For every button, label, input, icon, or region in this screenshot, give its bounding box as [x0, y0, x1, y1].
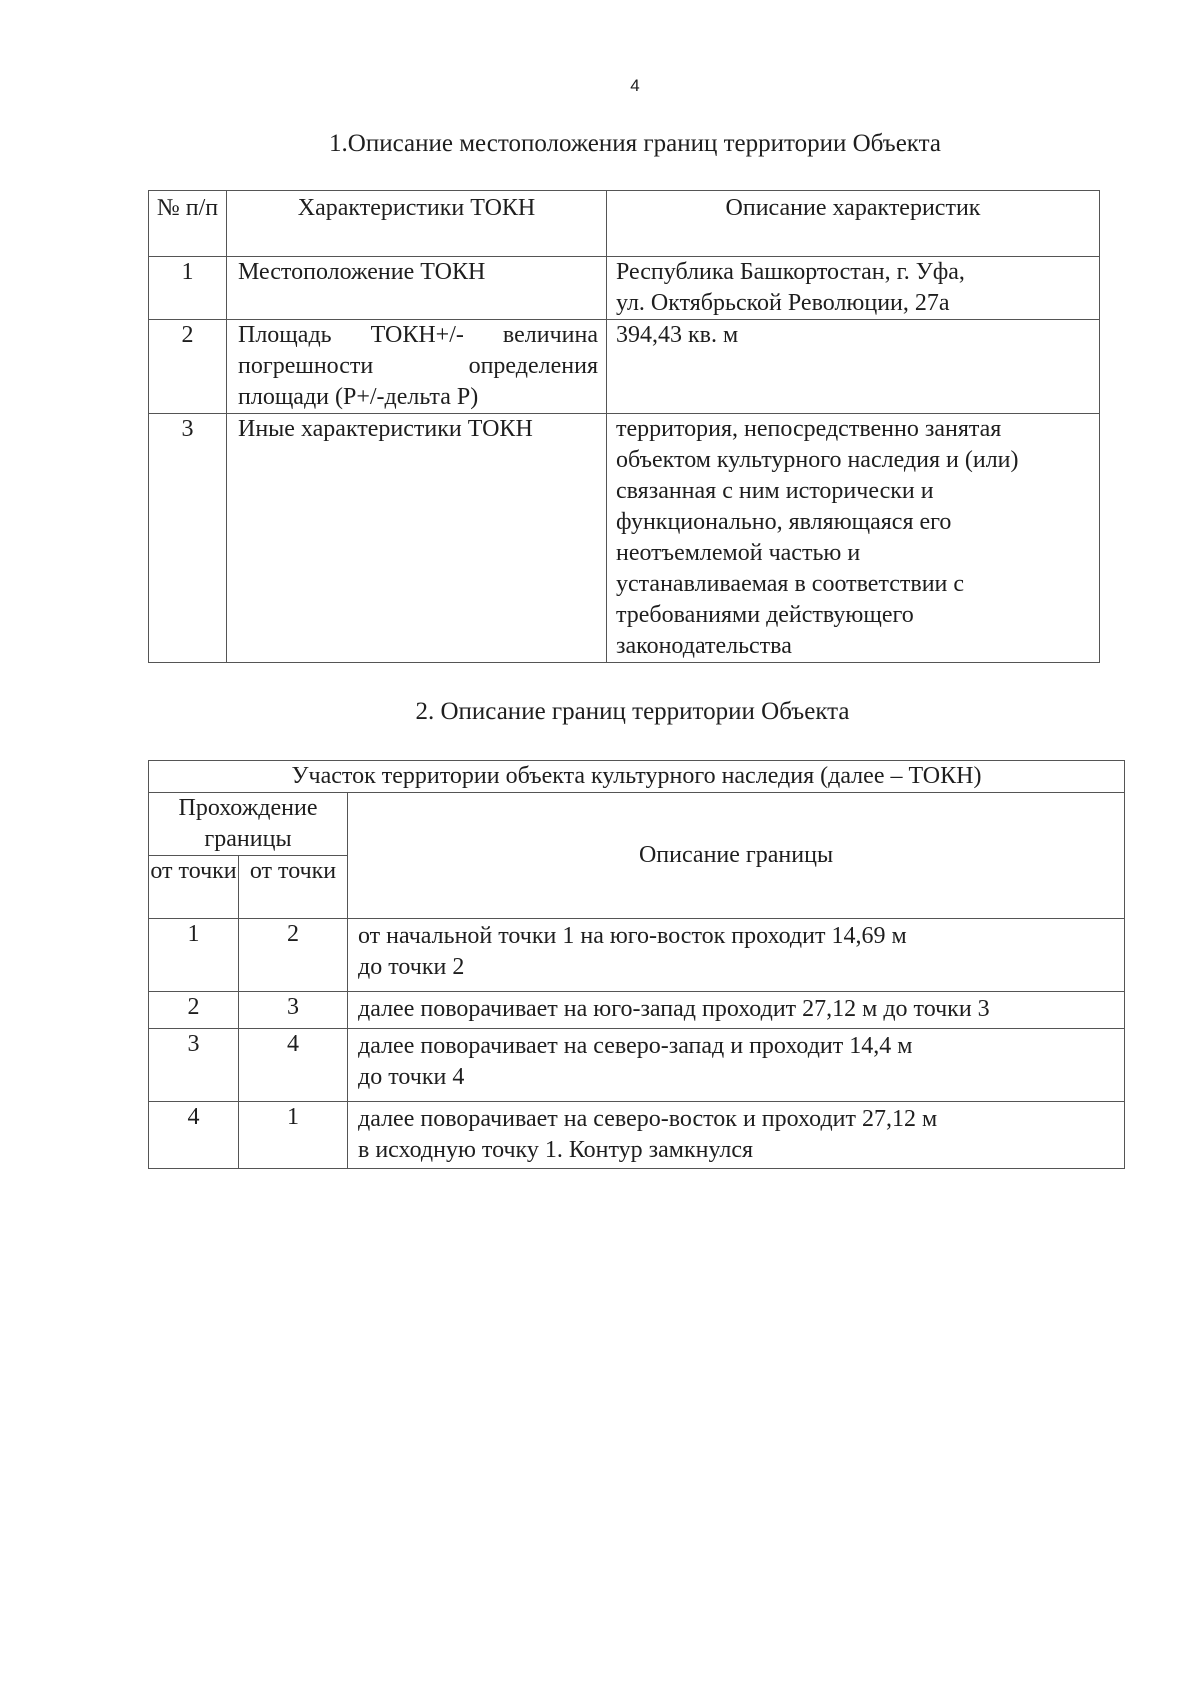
table-row: [149, 992, 1125, 1029]
table-row: [149, 1029, 1125, 1102]
column-header-passage: Прохождение границы: [149, 793, 348, 856]
boundary-table-title: Участок территории объекта культурного наследия (далее – ТОКН): [149, 761, 1125, 793]
description-line: требованиями действующего: [616, 602, 914, 628]
description-line: неотъемлемой частью и: [616, 540, 861, 566]
table-row: [149, 414, 1100, 663]
characteristic-cell: Местоположение ТОКН: [227, 257, 607, 320]
boundary-description-cell: [348, 919, 1125, 992]
table-row: [149, 1102, 1125, 1169]
column-header-from-point: от точки: [149, 856, 239, 919]
description-line: территория, непосредственно занятая: [616, 416, 1002, 442]
table-row: [149, 320, 1100, 414]
description-line: связанная с ним исторически и: [616, 478, 934, 504]
description-line: законодательства: [616, 633, 792, 659]
from-point-cell: 3: [149, 1029, 239, 1102]
table-row: [149, 919, 1125, 992]
description-line: объектом культурного наследия и (или): [616, 447, 1019, 473]
location-table: [148, 190, 1100, 663]
characteristic-cell: Иные характеристики ТОКН: [227, 414, 607, 663]
column-header-description: Описание характеристик: [607, 191, 1100, 257]
column-header-boundary-description: Описание границы: [348, 793, 1125, 919]
to-point-cell: 3: [239, 992, 348, 1029]
boundary-description-line: далее поворачивает на северо-восток и проходит 27,12 м: [358, 1106, 938, 1132]
table-row: [149, 257, 1100, 320]
description-line: устанавливаемая в соответствии с: [616, 571, 965, 597]
row-number: 3: [149, 414, 227, 663]
page-number: 4: [630, 76, 640, 95]
boundary-description-line: до точки 4: [358, 1064, 465, 1090]
boundary-description-cell: [348, 1029, 1125, 1102]
characteristic-cell: Площадь ТОКН+/- величина погрешности определения площади (Р+/-дельта Р): [227, 320, 607, 414]
row-number: 2: [149, 320, 227, 414]
boundary-table-title-row: [149, 761, 1125, 793]
location-table-header: [149, 191, 1100, 257]
boundary-table: [148, 760, 1125, 1169]
section1-heading: 1.Описание местоположения границ территории Объекта: [329, 130, 941, 157]
boundary-description-line: далее поворачивает на юго-запад проходит 27,12 м до точки 3: [358, 996, 990, 1022]
description-cell: [607, 257, 1100, 320]
to-point-cell: 4: [239, 1029, 348, 1102]
description-line: Республика Башкортостан, г. Уфа,: [616, 259, 965, 285]
from-point-cell: 2: [149, 992, 239, 1029]
boundary-description-line: до точки 2: [358, 954, 465, 980]
description-cell: [607, 320, 1100, 414]
section2-heading: 2. Описание границ территории Объекта: [415, 698, 850, 725]
description-cell: [607, 414, 1100, 663]
row-number: 1: [149, 257, 227, 320]
boundary-description-cell: [348, 992, 1125, 1029]
from-point-cell: 1: [149, 919, 239, 992]
to-point-cell: 1: [239, 1102, 348, 1169]
column-header-to-point: от точки: [239, 856, 348, 919]
from-point-cell: 4: [149, 1102, 239, 1169]
description-line: функционально, являющаяся его: [616, 509, 952, 535]
boundary-description-line: в исходную точку 1. Контур замкнулся: [358, 1137, 754, 1163]
column-header-number: № п/п: [149, 191, 227, 257]
boundary-table-header-row: [149, 793, 1125, 856]
boundary-description-line: далее поворачивает на северо-запад и проходит 14,4 м: [358, 1033, 913, 1059]
to-point-cell: 2: [239, 919, 348, 992]
boundary-description-cell: [348, 1102, 1125, 1169]
description-line: ул. Октябрьской Революции, 27а: [616, 290, 950, 316]
column-header-characteristic: Характеристики ТОКН: [227, 191, 607, 257]
description-line: 394,43 кв. м: [616, 322, 739, 348]
boundary-description-line: от начальной точки 1 на юго-восток проходит 14,69 м: [358, 923, 907, 949]
